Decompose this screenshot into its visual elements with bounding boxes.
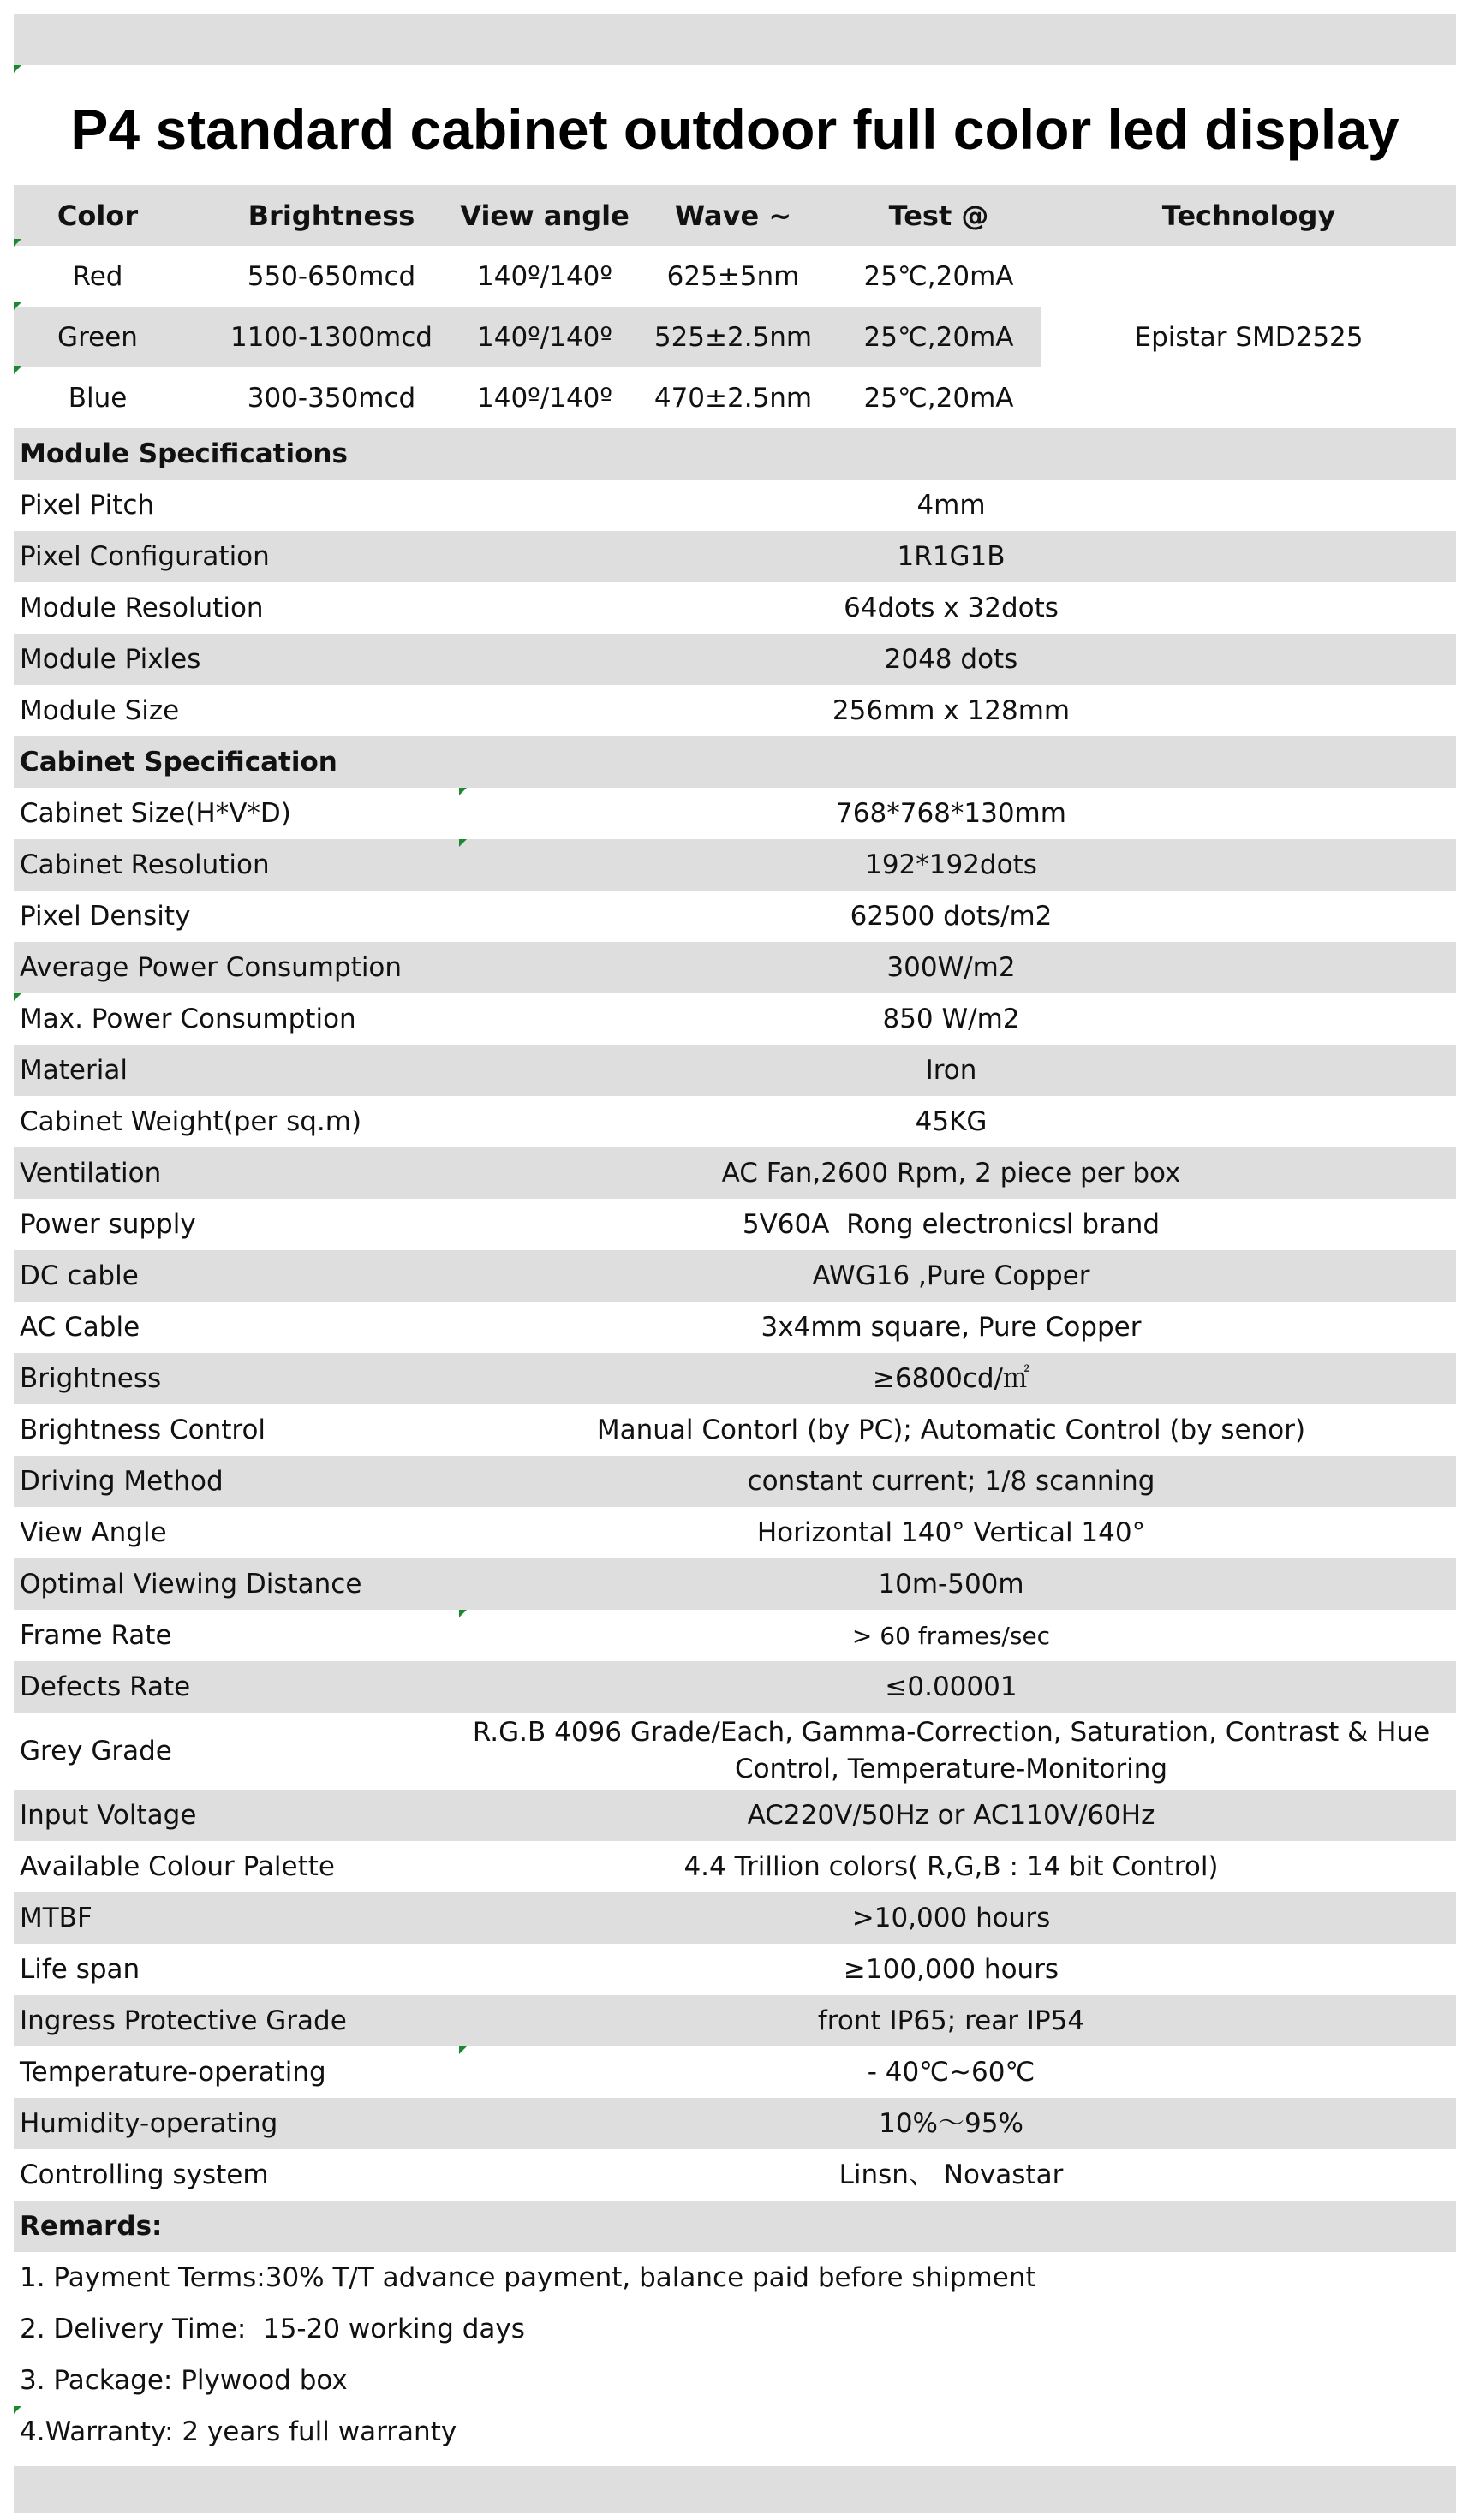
- spec-row: [14, 1558, 1456, 1610]
- section-cabinet: [14, 736, 1456, 788]
- spec-row: [14, 1507, 1456, 1558]
- remark-row: [14, 2355, 1456, 2406]
- remark-text: 3. Package: Plywood box: [20, 2365, 348, 2396]
- spec-label: MTBF: [20, 1903, 92, 1933]
- spec-row: [14, 1713, 1456, 1790]
- remark-row: [14, 2303, 1456, 2355]
- header-wave: Wave ~: [674, 199, 792, 232]
- spec-label: Average Power Consumption: [20, 952, 403, 983]
- remark-row: [14, 2252, 1456, 2303]
- spec-row: [14, 1096, 1456, 1147]
- remark-row: [14, 2406, 1456, 2457]
- spec-value: AWG16 ,Pure Copper: [812, 1260, 1090, 1291]
- spec-value: AC Fan,2600 Rpm, 2 piece per box: [721, 1157, 1181, 1189]
- spec-value: Linsn、 Novastar: [838, 2159, 1064, 2190]
- color-view-angle: 140º/140º: [477, 382, 612, 414]
- bottom-band: [14, 2466, 1456, 2513]
- spec-value: 10m-500m: [878, 1568, 1024, 1600]
- spec-row: [14, 1944, 1456, 1995]
- spec-label: Temperature-operating: [20, 2057, 326, 2088]
- spec-label: Module Resolution: [20, 593, 264, 623]
- color-row-green: [14, 307, 1041, 367]
- section-module: [14, 428, 1456, 480]
- spec-row: [14, 1045, 1456, 1096]
- section-title: Cabinet Specification: [20, 747, 337, 777]
- spec-label: DC cable: [20, 1260, 139, 1291]
- spec-label: Cabinet Resolution: [20, 849, 270, 880]
- spec-row: [14, 1353, 1456, 1404]
- spec-value: 3x4mm square, Pure Copper: [761, 1311, 1142, 1343]
- spec-value: ≥6800cd/㎡: [872, 1362, 1030, 1394]
- color-name: Red: [72, 260, 123, 292]
- spec-label: Controlling system: [20, 2160, 269, 2190]
- spec-value: 768*768*130mm: [836, 797, 1066, 829]
- spec-value: 850 W/m2: [882, 1003, 1020, 1034]
- spec-label: View Angle: [20, 1517, 167, 1548]
- spec-value: ≤0.00001: [885, 1671, 1017, 1702]
- spec-value: 5V60A Rong electronicsl brand: [742, 1208, 1161, 1240]
- spec-value: >10,000 hours: [851, 1902, 1051, 1933]
- color-name: Green: [57, 321, 138, 353]
- remark-text: 4.Warranty: 2 years full warranty: [20, 2416, 457, 2447]
- spec-row: [14, 1661, 1456, 1713]
- color-row-blue: [14, 367, 1041, 428]
- color-wave: 525±2.5nm: [653, 321, 813, 353]
- spec-value: 256mm x 128mm: [832, 694, 1071, 726]
- remark-text: 1. Payment Terms:30% T/T advance payment, balance paid before shipment: [20, 2262, 1036, 2293]
- spec-label: Frame Rate: [20, 1620, 172, 1651]
- spec-label: Max. Power Consumption: [20, 1004, 356, 1034]
- spec-value: constant current; 1/8 scanning: [747, 1465, 1155, 1497]
- color-row-red: [14, 246, 1041, 307]
- spec-row: [14, 839, 1456, 891]
- spec-label: Available Colour Palette: [20, 1851, 335, 1882]
- spec-row: [14, 1841, 1456, 1892]
- color-brightness: 1100-1300mcd: [230, 321, 433, 353]
- section-title: Module Specifications: [20, 438, 348, 469]
- spec-label: Optimal Viewing Distance: [20, 1569, 362, 1600]
- spec-label: Life span: [20, 1954, 140, 1985]
- spec-row: [14, 1790, 1456, 1841]
- spec-label: Module Pixles: [20, 644, 201, 675]
- section-title: Remards:: [20, 2211, 163, 2242]
- color-name: Blue: [68, 382, 128, 414]
- cell-marker: [14, 302, 21, 310]
- spec-value: 4.4 Trillion colors( R,G,B : 14 bit Control): [683, 1850, 1219, 1882]
- spec-value: Horizontal 140° Vertical 140°: [756, 1516, 1146, 1548]
- spec-value: 4mm: [916, 489, 986, 521]
- spec-row: [14, 1302, 1456, 1353]
- spec-row: [14, 788, 1456, 839]
- spec-value: 62500 dots/m2: [850, 900, 1053, 932]
- spec-label: Grey Grade: [20, 1736, 172, 1766]
- color-view-angle: 140º/140º: [477, 260, 612, 292]
- header-color: Color: [57, 199, 139, 232]
- color-test: 25℃,20mA: [863, 382, 1014, 414]
- spec-row: [14, 2046, 1456, 2098]
- spec-value: 64dots x 32dots: [844, 592, 1059, 623]
- technology-value: Epistar SMD2525: [1134, 321, 1364, 353]
- section-remarks: [14, 2201, 1456, 2252]
- spec-row: [14, 1892, 1456, 1944]
- top-band: [14, 14, 1456, 65]
- spec-value: 300W/m2: [886, 951, 1016, 983]
- color-test: 25℃,20mA: [863, 260, 1014, 292]
- spec-row: [14, 2149, 1456, 2201]
- spec-row: [14, 891, 1456, 942]
- spec-row: [14, 582, 1456, 634]
- spec-row: [14, 1995, 1456, 2046]
- spec-label: Material: [20, 1055, 128, 1086]
- spec-table: [14, 428, 1456, 2457]
- spec-row: [14, 1250, 1456, 1302]
- spec-row: [14, 1404, 1456, 1456]
- spec-row: [14, 480, 1456, 531]
- spec-value: AC220V/50Hz or AC110V/60Hz: [747, 1799, 1155, 1831]
- color-brightness: 550-650mcd: [247, 260, 416, 292]
- spec-row: [14, 1147, 1456, 1199]
- spec-label: Cabinet Size(H*V*D): [20, 798, 291, 829]
- spec-row: [14, 1456, 1456, 1507]
- spec-label: Cabinet Weight(per sq.m): [20, 1106, 362, 1137]
- color-test: 25℃,20mA: [863, 321, 1014, 353]
- spec-label: Pixel Density: [20, 901, 191, 932]
- spec-label: Brightness: [20, 1363, 162, 1394]
- spec-row: [14, 1610, 1456, 1661]
- spec-label: Ventilation: [20, 1158, 162, 1189]
- spec-value: R.G.B 4096 Grade/Each, Gamma-Correction, Saturation, Contrast & Hue Control, Temperature-Monitoring: [472, 1717, 1430, 1784]
- spec-value: Iron: [925, 1054, 977, 1086]
- cell-marker: [14, 239, 21, 247]
- spec-value: ≥100,000 hours: [843, 1953, 1059, 1985]
- spec-row: [14, 1199, 1456, 1250]
- spec-row: [14, 685, 1456, 736]
- color-table: [14, 185, 1456, 428]
- color-wave: 625±5nm: [666, 260, 800, 292]
- spec-row: [14, 942, 1456, 993]
- spec-label: AC Cable: [20, 1312, 140, 1343]
- spec-label: Ingress Protective Grade: [20, 2005, 347, 2036]
- remark-text: 2. Delivery Time: 15-20 working days: [20, 2314, 525, 2344]
- header-technology: Technology: [1041, 185, 1456, 246]
- spec-label: Input Voltage: [20, 1800, 197, 1831]
- spec-label: Power supply: [20, 1209, 196, 1240]
- color-view-angle: 140º/140º: [477, 321, 612, 353]
- spec-row: [14, 531, 1456, 582]
- spec-label: Brightness Control: [20, 1415, 266, 1445]
- spec-row: [14, 2098, 1456, 2149]
- spec-label: Module Size: [20, 695, 180, 726]
- header-brightness: Brightness: [248, 199, 415, 232]
- spec-value: 1R1G1B: [897, 540, 1006, 572]
- spec-label: Pixel Configuration: [20, 541, 270, 572]
- header-test: Test @: [888, 199, 989, 232]
- cell-marker: [14, 366, 21, 374]
- spec-value: 10%～95%: [879, 2107, 1023, 2139]
- header-view-angle: View angle: [460, 199, 630, 232]
- spec-label: Defects Rate: [20, 1671, 191, 1702]
- spec-value: - 40℃~60℃: [867, 2056, 1035, 2088]
- spec-value: 2048 dots: [884, 643, 1018, 675]
- page-title: P4 standard cabinet outdoor full color led display: [70, 98, 1399, 161]
- spec-value: 192*192dots: [865, 849, 1037, 880]
- spec-value: front IP65; rear IP54: [817, 2005, 1085, 2036]
- spec-label: Humidity-operating: [20, 2108, 278, 2139]
- spec-value: > 60 frames/sec: [851, 1621, 1051, 1650]
- spec-row: [14, 993, 1456, 1045]
- spec-row: [14, 634, 1456, 685]
- spec-label: Pixel Pitch: [20, 490, 155, 521]
- spec-value: 45KG: [915, 1105, 988, 1137]
- color-wave: 470±2.5nm: [653, 382, 813, 414]
- spec-label: Driving Method: [20, 1466, 224, 1497]
- color-brightness: 300-350mcd: [247, 382, 416, 414]
- spec-value: Manual Contorl (by PC); Automatic Control (by senor): [596, 1414, 1306, 1445]
- cell-marker: [14, 65, 21, 73]
